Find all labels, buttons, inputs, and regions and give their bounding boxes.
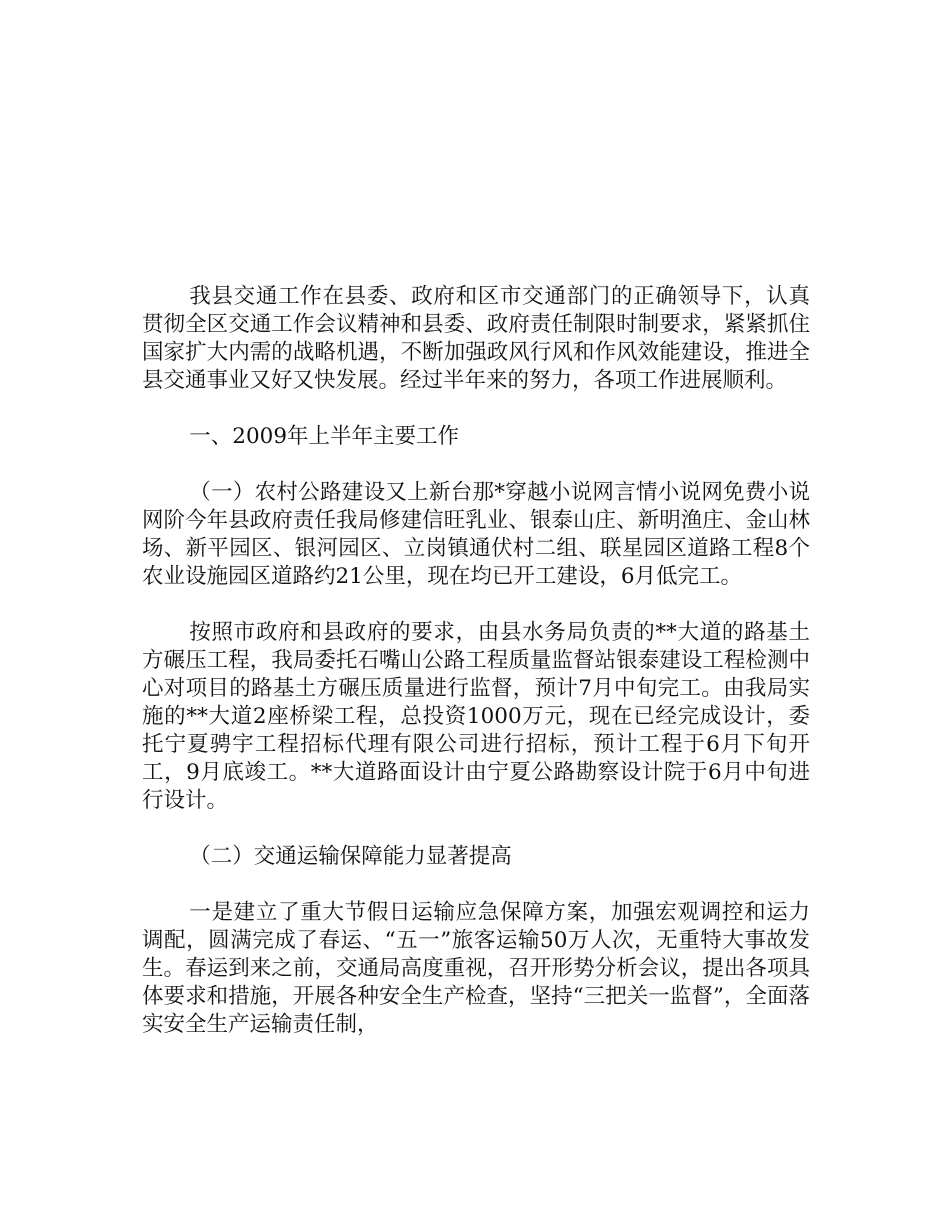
paragraph-roadbed-bridge: 按照市政府和县政府的要求，由县水务局负责的**大道的路基土方碾压工程，我局委托石嘴山公路工程质量监督站银泰建设工程检测中心对项目的路基土方碾压质量进行监督，预计7月中旬完工。由我局实施的**大道2座桥梁工程，总投资1000万元，现在已经完成设计，委托宁夏骋宇工程招标代理有限公司进行招标，预计工程于6月下旬开工，9月底竣工。**大道路面设计由宁夏公路勘察设计院于6月中旬进行设计。 (142, 620, 810, 813)
section-heading-main-work: 一、2009年上半年主要工作 (189, 424, 460, 449)
subsection-transport-capacity: （二）交通运输保障能力显著提高 (189, 844, 512, 869)
subsection-rural-roads: （一）农村公路建设又上新台那*穿越小说网言情小说网免费小说网阶今年县政府责任我局修建信旺乳业、银泰山庄、新明渔庄、金山林场、新平园区、银河园区、立岗镇通伏村二组、联星园区道路工程8个农业设施园区道路约21公里，现在均已开工建设，6月低完工。 (142, 480, 810, 589)
intro-paragraph: 我县交通工作在县委、政府和区市交通部门的正确领导下，认真贯彻全区交通工作会议精神和县委、政府责任制限时制要求，紧紧抓住国家扩大内需的战略机遇，不断加强政风行风和作风效能建设，推进全县交通事业又好又快发展。经过半年来的努力，各项工作进展顺利。 (142, 284, 810, 393)
document-body (142, 283, 810, 1039)
paragraph-holiday-transport: 一是建立了重大节假日运输应急保障方案，加强宏观调控和运力调配，圆满完成了春运、“五一”旅客运输50万人次，无重特大事故发生。春运到来之前，交通局高度重视，召开形势分析会议，提出各项具体要求和措施，开展各种安全生产检查，坚持“三把关一监督”，全面落实安全生产运输责任制， (142, 900, 810, 1037)
